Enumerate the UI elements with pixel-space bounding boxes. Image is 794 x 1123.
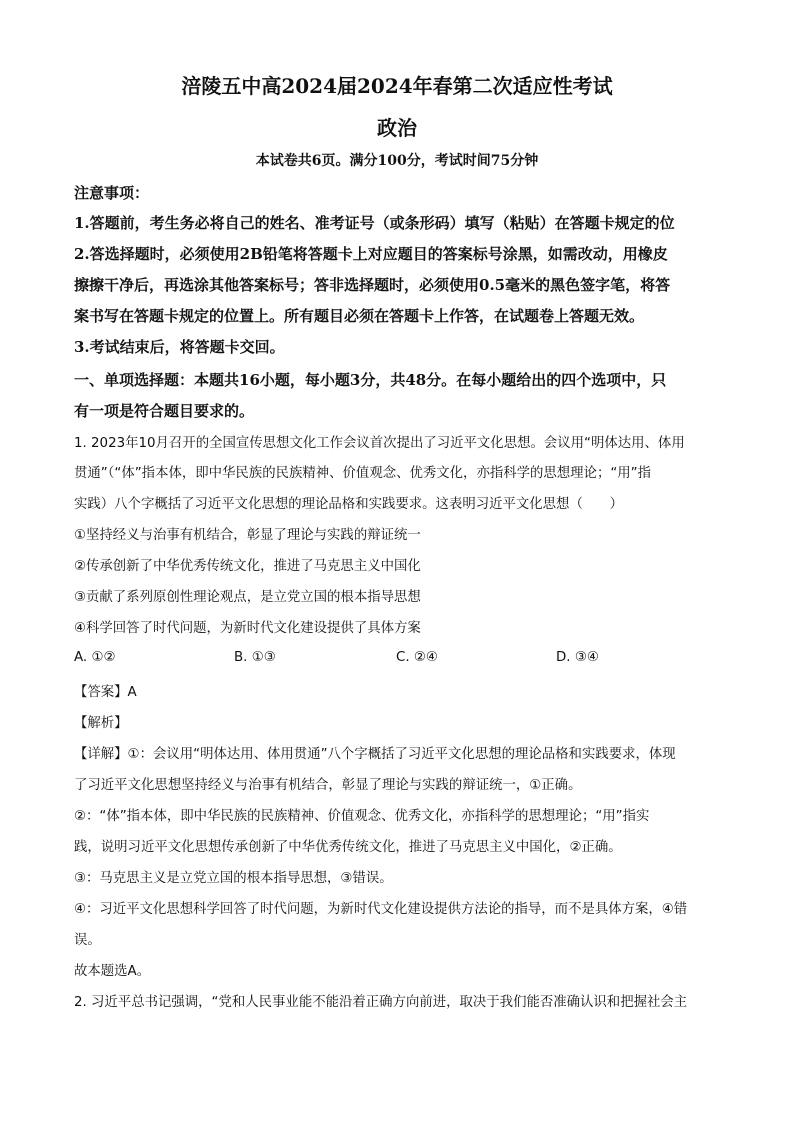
q1-stem-line: 1. 2023年10月召开的全国宣传思想文化工作会议首次提出了习近平文化思想。会议用“明体达用、体用 — [74, 436, 685, 451]
q1-statement: ③贡献了系列原创性理论观点，是立党立国的根本指导思想 — [74, 590, 421, 605]
notice-line: 1.答题前，考生务必将自己的姓名、准考证号（或条形码）填写（粘贴）在答题卡规定的位 — [74, 214, 675, 232]
subject-title: 政治 — [377, 116, 417, 140]
section-heading: 一、单项选择题：本题共16小题，每小题3分，共48分。在每小题给出的四个选项中，只 — [74, 371, 667, 389]
q1-detail-line: 践，说明习近平文化思想传承创新了中华优秀传统文化，推进了马克思主义中国化，②正确。 — [74, 840, 622, 855]
notice-line: 3.考试结束后，将答题卡交回。 — [74, 338, 285, 356]
q1-detail-line: ②：“体”指本体，即中华民族的民族精神、价值观念、优秀文化，亦指科学的思想理论；“用”指实 — [74, 809, 650, 824]
q1-analysis-label: 【解析】 — [74, 716, 128, 731]
q1-statement: ④科学回答了时代问题，为新时代文化建设提供了具体方案 — [74, 621, 421, 636]
q1-detail-line: ④：习近平文化思想科学回答了时代问题，为新时代文化建设提供方法论的指导，而不是具体方案，④错 — [74, 902, 688, 917]
q1-option-d: D. ③④ — [556, 650, 599, 665]
q1-detail-line: ③：马克思主义是立党立国的根本指导思想，③错误。 — [74, 871, 393, 886]
q1-detail-line: 误。 — [74, 933, 101, 948]
q1-option-a: A. ①② — [74, 650, 116, 665]
q2-stem-line: 2. 习近平总书记强调，“党和人民事业能不能沿着正确方向前进，取决于我们能否准确认识和把握社会主 — [74, 995, 688, 1010]
notice-heading: 注意事项： — [74, 184, 150, 202]
q1-option-b: B. ①③ — [234, 650, 276, 665]
q1-statement: ①坚持经义与治事有机结合，彰显了理论与实践的辩证统一 — [74, 528, 421, 543]
q1-stem-line: 实践）八个字概括了习近平文化思想的理论品格和实践要求。这表明习近平文化思想（ ） — [74, 497, 624, 512]
q1-detail-line: 【详解】①：会议用“明体达用、体用贯通”八个字概括了习近平文化思想的理论品格和实践要求，体现 — [74, 747, 676, 762]
exam-meta: 本试卷共6页。满分100分，考试时间75分钟 — [255, 153, 539, 169]
q1-option-c: C. ②④ — [396, 650, 438, 665]
q1-stem-line: 贯通”（“体”指本体，即中华民族的民族精神、价值观念、优秀文化，亦指科学的思想理论；“用”指 — [74, 466, 651, 481]
section-heading: 有一项是符合题目要求的。 — [74, 402, 255, 420]
notice-line: 2.答选择题时，必须使用2B铅笔将答题卡上对应题目的答案标号涂黑，如需改动，用橡皮 — [74, 245, 668, 263]
q1-answer: 【答案】A — [74, 685, 137, 700]
notice-line: 案书写在答题卡规定的位置上。所有题目必须在答题卡上作答，在试题卷上答题无效。 — [74, 307, 645, 325]
notice-line: 擦擦干净后，再选涂其他答案标号；答非选择题时，必须使用0.5毫米的黑色签字笔，将答 — [74, 276, 671, 294]
exam-title: 涪陵五中高2024届2024年春第二次适应性考试 — [181, 74, 613, 98]
q1-statement: ②传承创新了中华优秀传统文化，推进了马克思主义中国化 — [74, 559, 421, 574]
q1-conclusion: 故本题选A。 — [74, 964, 151, 979]
q1-detail-line: 了习近平文化思想坚持经义与治事有机结合，彰显了理论与实践的辩证统一，①正确。 — [74, 778, 582, 793]
